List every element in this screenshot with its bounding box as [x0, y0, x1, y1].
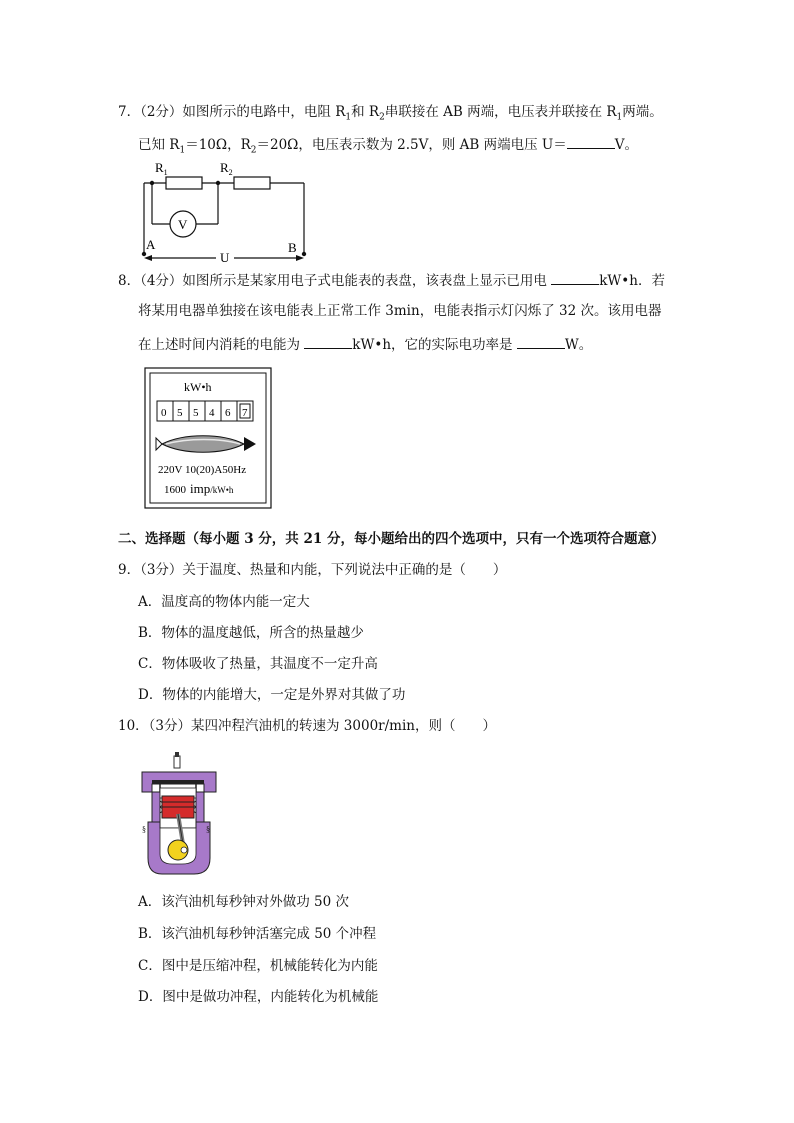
- meter-digit: 7: [242, 407, 248, 419]
- q9-option-d[interactable]: D．物体的内能增大，一定是外界对其做了功: [138, 687, 406, 703]
- meter-digit: 6: [225, 407, 231, 419]
- r1-label: $R_1$: [155, 160, 168, 177]
- q10-option-a[interactable]: A．该汽油机每秒钟对外做功 50 次: [138, 894, 350, 910]
- q8-power-blank[interactable]: [517, 334, 565, 349]
- q9-stem: 9．（3分）关于温度、热量和内能，下列说法中正确的是（ ）: [118, 562, 507, 578]
- circuit-diagram: [138, 156, 313, 264]
- q10-option-d[interactable]: D．图中是做功冲程，内能转化为机械能: [138, 989, 379, 1005]
- resistor-r1: [166, 177, 202, 189]
- q8-line1: 8．（4分）如图所示是某家用电子式电能表的表盘，该表盘上显示已用电 kW•h．若: [118, 270, 665, 290]
- voltage-u-label: U: [220, 250, 230, 264]
- terminal-b-dot: [302, 252, 306, 256]
- q10-stem: 10．（3分）某四冲程汽油机的转速为 3000r/min，则（ ）: [118, 718, 496, 734]
- voltmeter-label: V: [178, 217, 188, 232]
- energy-meter-figure: [144, 367, 272, 509]
- q8-consumed-blank[interactable]: [304, 334, 352, 349]
- section-title: 二、选择题（每小题 3 分，共 21 分，每小题给出的四个选项中，只有一个选项符合题意）: [118, 531, 665, 547]
- meter-digit: 0: [161, 407, 167, 419]
- q9-option-b[interactable]: B．物体的温度越低，所含的热量越少: [138, 625, 364, 641]
- meter-digit: 5: [177, 407, 183, 419]
- q7-answer-blank[interactable]: [567, 134, 615, 149]
- node-dot: [150, 181, 154, 185]
- arrow-left-icon: [144, 255, 152, 261]
- resistor-r2: [234, 177, 270, 189]
- r2-label: $R_2$: [220, 160, 233, 177]
- q9-option-c[interactable]: C．物体吸收了热量，其温度不一定升高: [138, 656, 378, 672]
- terminal-b-label: B: [288, 240, 297, 255]
- q9-option-a[interactable]: A．温度高的物体内能一定大: [138, 594, 310, 610]
- meter-spec: 220V 10(20)A50Hz: [158, 464, 247, 476]
- q7-line2: 已知 $R_1=10\Omega$，$R_2=20\Omega$，电压表示数为 2.5V，则 AB 两端电压 U＝ V。: [138, 134, 638, 160]
- arrow-right-icon: [296, 255, 304, 261]
- q7-line1: 7．（2分）如图所示的电路中，电阻 $R_1$和 $R_2$串联接在 AB 两端，电压表并联接在 $R_1$两端。: [118, 104, 663, 123]
- meter-unit-label: kW•h: [184, 380, 212, 394]
- node-dot: [216, 181, 220, 185]
- terminal-a-label: A: [146, 237, 156, 252]
- valve-spring-icon: §: [142, 825, 146, 834]
- terminal-a-dot: [142, 252, 146, 256]
- q8-line2: 将某用电器单独接在该电能表上正常工作 3min，电能表指示灯闪烁了 32 次。该用电器: [138, 303, 662, 319]
- q10-option-b[interactable]: B．该汽油机每秒钟活塞完成 50 个冲程: [138, 926, 377, 942]
- valve-spring-icon: §: [206, 825, 210, 834]
- q8-energy-blank[interactable]: [551, 270, 599, 285]
- meter-digit: 5: [193, 407, 199, 419]
- q8-line3: 在上述时间内消耗的电能为 kW•h，它的实际电功率是 W。: [138, 334, 592, 354]
- q10-option-c[interactable]: C．图中是压缩冲程，机械能转化为内能: [138, 958, 378, 974]
- engine-figure: [138, 752, 220, 878]
- meter-impulse: 1600 imp/kW•h: [164, 481, 234, 496]
- meter-digit: 4: [209, 407, 215, 419]
